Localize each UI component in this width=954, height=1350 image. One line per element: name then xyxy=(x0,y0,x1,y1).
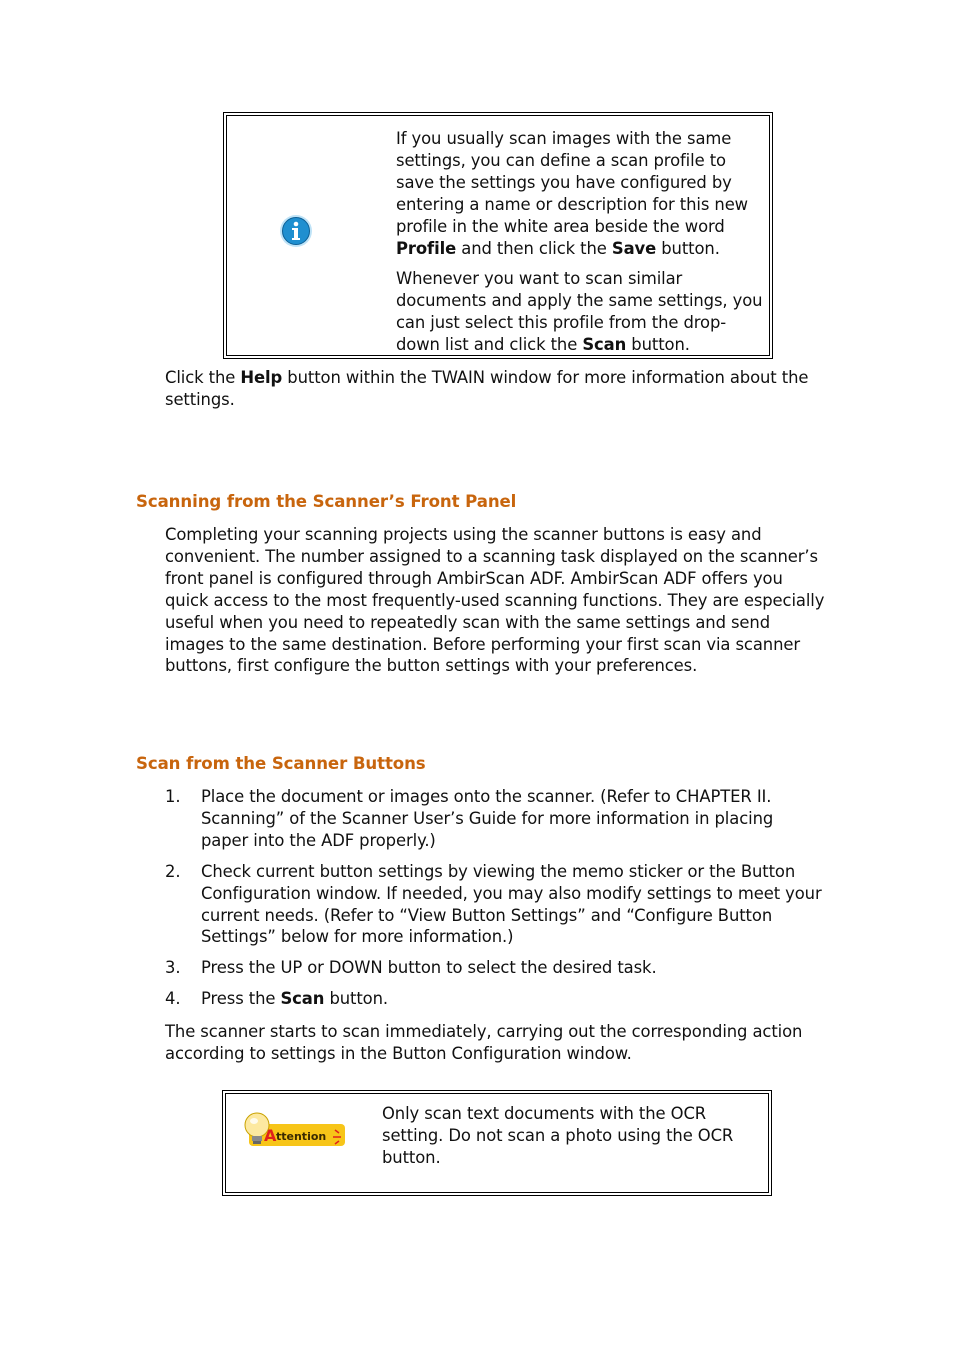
step-item: 3. Press the UP or DOWN button to select the desired task. xyxy=(165,958,657,978)
closing-paragraph: The scanner starts to scan immediately, carrying out the corresponding action according to settings in the Button Configuration window. xyxy=(165,1022,803,1063)
attention-note-text: Only scan text documents with the OCR setting. Do not scan a photo using the OCR button. xyxy=(382,1104,734,1167)
info-icon xyxy=(279,214,313,248)
steps-list xyxy=(165,786,825,1019)
info-note-box xyxy=(226,115,770,356)
attention-badge-icon xyxy=(243,1111,349,1155)
front-panel-paragraph: Completing your scanning projects using the scanner buttons is easy and convenient. The number assigned to a scanning task displayed on the scanner’s front panel is configured through AmbirScan ADF. AmbirScan ADF offers you quick access to the most frequently-used scanning functions. They are especially useful when you need to repeatedly scan with the same settings and send images to the same destination. Before performing your first scan via scanner buttons, first configure the button settings with your preferences. xyxy=(165,525,825,676)
info-note-paragraph-1: If you usually scan images with the same settings, you can define a scan profile to save the settings you have configured by entering a name or description for this new profile in the white area beside the word Profile and then click the Save button. xyxy=(396,129,748,258)
info-note-paragraph-2: Whenever you want to scan similar documents and apply the same settings, you can just select this profile from the drop-down list and click the Scan button. xyxy=(396,269,763,355)
step-item: 2. Check current button settings by viewing the memo sticker or the Button Configuration window. If needed, you may also modify settings to meet your current needs. (Refer to “View Button Settings” and “Configure Button Settings” below for more information.) xyxy=(165,861,822,947)
step-item: 1. Place the document or images onto the scanner. (Refer to CHAPTER II. Scanning” of the Scanner User’s Guide for more information in placing paper into the ADF properly.) xyxy=(165,787,774,850)
scanner-buttons-heading: Scan from the Scanner Buttons xyxy=(136,754,426,773)
info-note-text xyxy=(396,128,768,365)
step-item: 4. Press the Scan button. xyxy=(165,989,389,1009)
svg-text:ttention: ttention xyxy=(276,1130,327,1143)
front-panel-heading: Scanning from the Scanner’s Front Panel xyxy=(136,492,517,511)
attention-note-box xyxy=(222,1090,772,1196)
help-paragraph: Click the Help button within the TWAIN window for more information about the settings. xyxy=(165,368,809,409)
svg-text:A: A xyxy=(264,1126,277,1145)
